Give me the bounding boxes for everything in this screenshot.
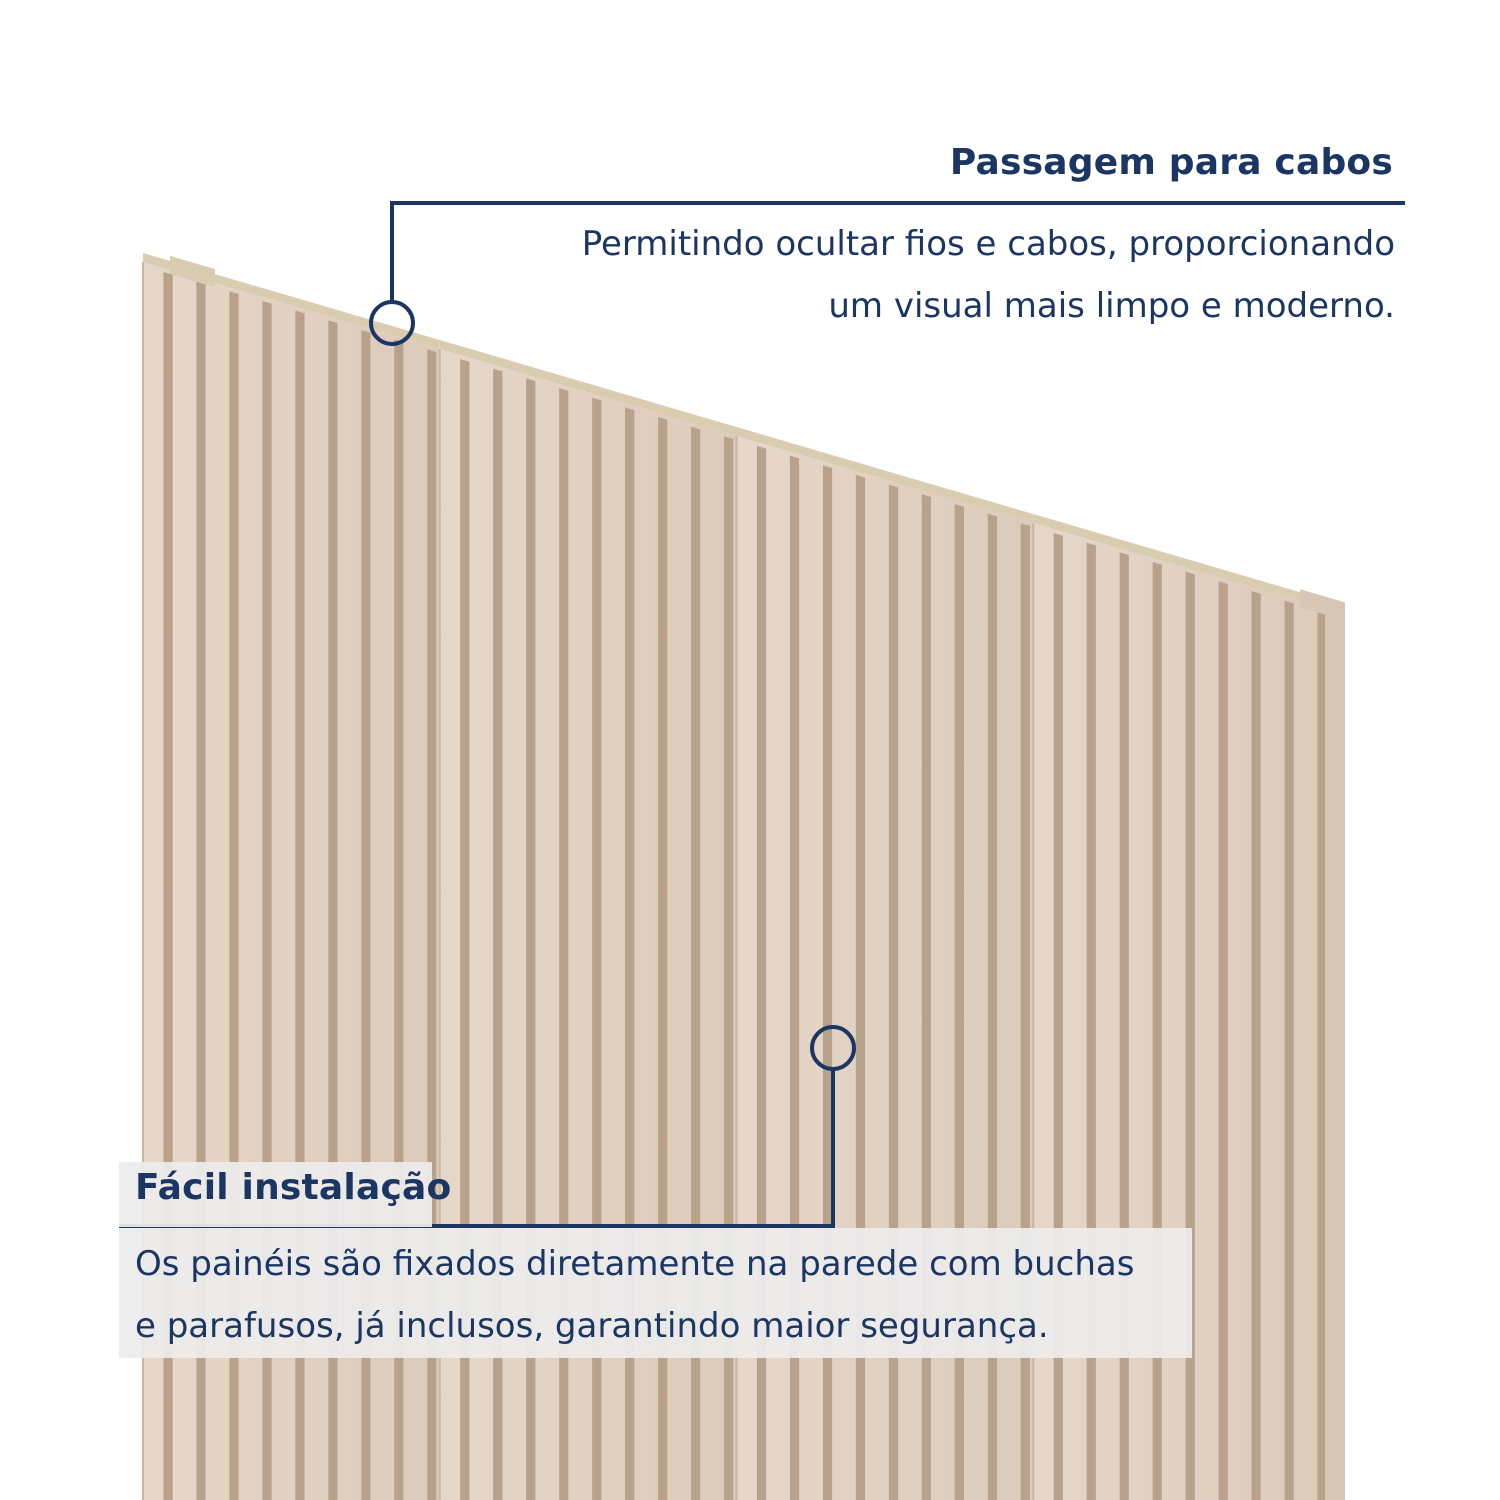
cable-passage-description [582, 213, 1395, 337]
cable-passage-title: Passagem para cabos [949, 142, 1393, 183]
cable-passage-line-1: Permitindo ocultar fios e cabos, proporcionando [581, 224, 1395, 264]
easy-install-line-2: e parafusos, já inclusos, garantindo maior segurança. [135, 1306, 1049, 1346]
panel-groove [1252, 591, 1261, 1500]
easy-install-title: Fácil instalação [135, 1167, 452, 1208]
panel-groove [1153, 562, 1162, 1500]
easy-install-description [135, 1233, 1134, 1357]
panel-groove [1186, 572, 1195, 1500]
easy-install-line-1: Os painéis são fixados diretamente na parede com buchas [135, 1244, 1135, 1284]
panel-groove [1219, 581, 1228, 1500]
panel-groove [1284, 601, 1293, 1500]
cable-passage-line-2: um visual mais limpo e moderno. [828, 286, 1395, 326]
